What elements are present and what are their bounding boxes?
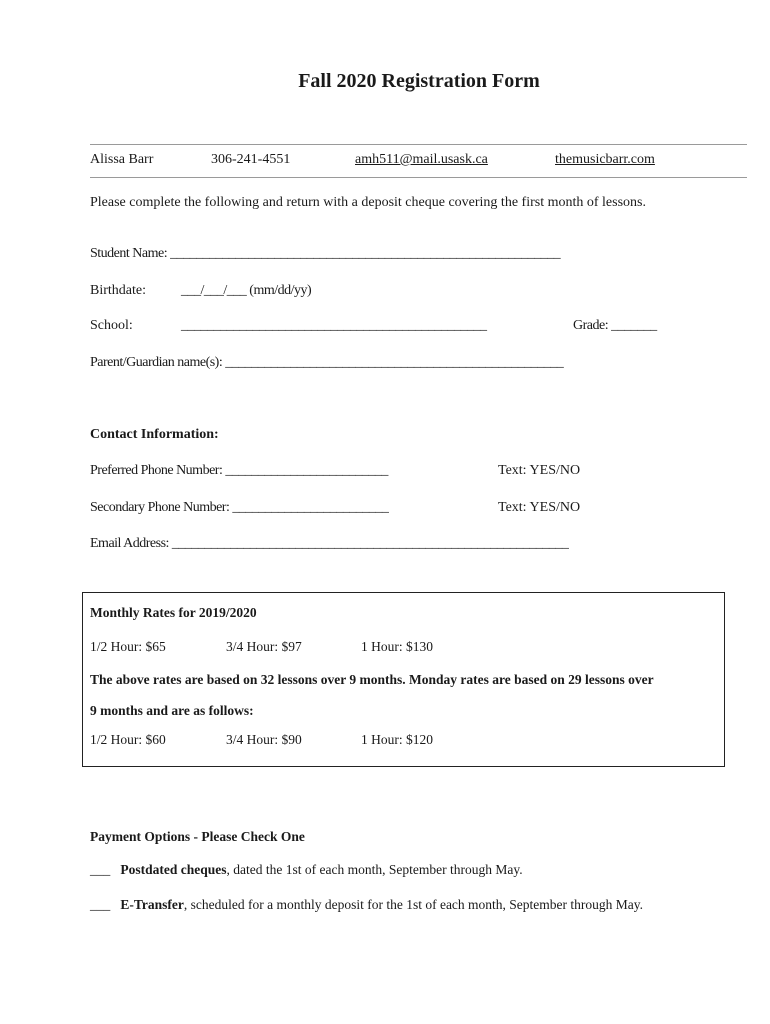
header-bottom-rule bbox=[90, 177, 747, 178]
birthdate-field[interactable]: ___/___/___ (mm/dd/yy) bbox=[181, 283, 312, 298]
rate-half-hour: 1/2 Hour: $65 bbox=[90, 639, 166, 654]
website-link[interactable]: themusicbarr.com bbox=[555, 152, 655, 167]
postdated-option-detail: , dated the 1st of each month, September through May. bbox=[226, 862, 523, 877]
payment-option-etransfer[interactable] bbox=[90, 897, 643, 913]
header-top-rule bbox=[90, 144, 747, 145]
grade-field[interactable]: Grade: _______ bbox=[573, 318, 657, 333]
etransfer-option-name: E-Transfer bbox=[120, 897, 184, 912]
etransfer-checkbox-blank[interactable]: ___ bbox=[90, 897, 111, 912]
rates-note-line1: The above rates are based on 32 lessons over 9 months. Monday rates are based on 29 lessons over bbox=[90, 672, 654, 687]
teacher-email-link[interactable]: amh511@mail.usask.ca bbox=[355, 152, 488, 167]
monday-rate-one-hour: 1 Hour: $120 bbox=[361, 732, 433, 747]
teacher-name: Alissa Barr bbox=[90, 152, 154, 167]
teacher-phone: 306-241-4551 bbox=[211, 152, 291, 167]
rate-one-hour: 1 Hour: $130 bbox=[361, 639, 433, 654]
secondary-phone-field[interactable]: Secondary Phone Number: ________________________ bbox=[90, 500, 389, 515]
etransfer-option-detail: , scheduled for a monthly deposit for the 1st of each month, September through May. bbox=[183, 897, 644, 912]
secondary-text-option[interactable]: Text: YES/NO bbox=[498, 500, 581, 515]
page-title: Fall 2020 Registration Form bbox=[298, 70, 540, 92]
rate-three-quarter-hour: 3/4 Hour: $97 bbox=[226, 639, 302, 654]
school-label: School: bbox=[90, 318, 133, 333]
monday-rate-three-quarter-hour: 3/4 Hour: $90 bbox=[226, 732, 302, 747]
rates-note-line2: 9 months and are as follows: bbox=[90, 703, 254, 718]
payment-heading: Payment Options - Please Check One bbox=[90, 829, 305, 844]
payment-option-postdated[interactable] bbox=[90, 862, 523, 878]
student-name-field[interactable]: Student Name: ____________________________________________________________ bbox=[90, 246, 561, 261]
preferred-text-option[interactable]: Text: YES/NO bbox=[498, 463, 581, 478]
intro-text: Please complete the following and return with a deposit cheque covering the first month of lessons. bbox=[90, 195, 646, 210]
postdated-checkbox-blank[interactable]: ___ bbox=[90, 862, 111, 877]
birthdate-label: Birthdate: bbox=[90, 283, 146, 298]
contact-info-heading: Contact Information: bbox=[90, 427, 219, 442]
rates-heading: Monthly Rates for 2019/2020 bbox=[90, 605, 257, 620]
monday-rate-half-hour: 1/2 Hour: $60 bbox=[90, 732, 166, 747]
preferred-phone-field[interactable]: Preferred Phone Number: _________________________ bbox=[90, 463, 388, 478]
postdated-option-name: Postdated cheques bbox=[120, 862, 227, 877]
school-field[interactable]: _______________________________________________ bbox=[181, 318, 487, 333]
parent-guardian-field[interactable]: Parent/Guardian name(s): ____________________________________________________ bbox=[90, 355, 564, 370]
email-address-field[interactable]: Email Address: _____________________________________________________________ bbox=[90, 536, 569, 551]
